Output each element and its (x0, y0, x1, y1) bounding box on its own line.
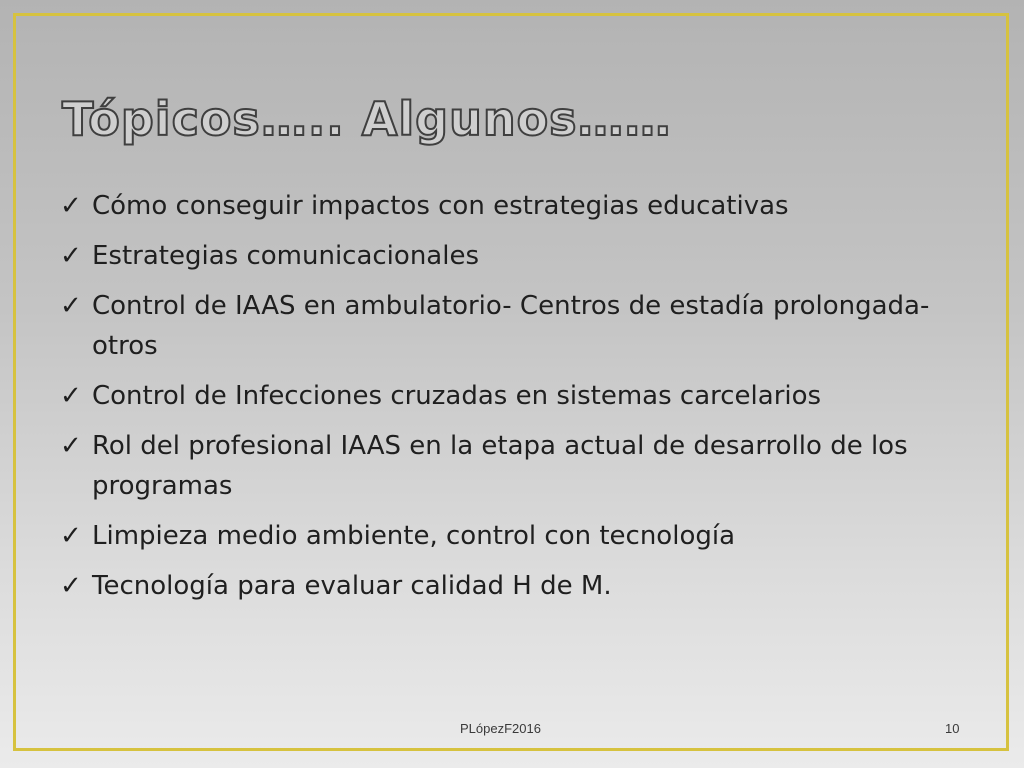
bullet-item (60, 286, 960, 366)
bullet-item (60, 236, 960, 276)
checkmark-icon: ✓ (60, 381, 82, 411)
checkmark-icon: ✓ (60, 571, 82, 601)
bullet-text: Limpieza medio ambiente, control con tecnología (92, 521, 736, 551)
bullet-item (60, 376, 960, 416)
bullet-text: Control de Infecciones cruzadas en sistemas carcelarios (92, 381, 822, 411)
bullet-item (60, 426, 960, 506)
checkmark-icon: ✓ (60, 291, 82, 321)
bullet-item (60, 516, 960, 556)
bullet-item (60, 566, 960, 606)
bullet-text: Rol del profesional IAAS en la etapa actual de desarrollo de los programas (92, 431, 908, 501)
checkmark-icon: ✓ (60, 241, 82, 271)
checkmark-icon: ✓ (60, 431, 82, 461)
slide-title: Tópicos….. Algunos…… (62, 92, 672, 146)
bullet-list (60, 186, 960, 616)
bullet-text: Tecnología para evaluar calidad H de M. (92, 571, 612, 601)
bullet-text: Control de IAAS en ambulatorio- Centros de estadía prolongada- otros (92, 291, 930, 361)
checkmark-icon: ✓ (60, 191, 82, 221)
page-number: 10 (945, 721, 960, 736)
footer-author: PLópezF2016 (460, 721, 541, 736)
bullet-item (60, 186, 960, 226)
bullet-text: Cómo conseguir impactos con estrategias educativas (92, 191, 789, 221)
bullet-text: Estrategias comunicacionales (92, 241, 479, 271)
checkmark-icon: ✓ (60, 521, 82, 551)
